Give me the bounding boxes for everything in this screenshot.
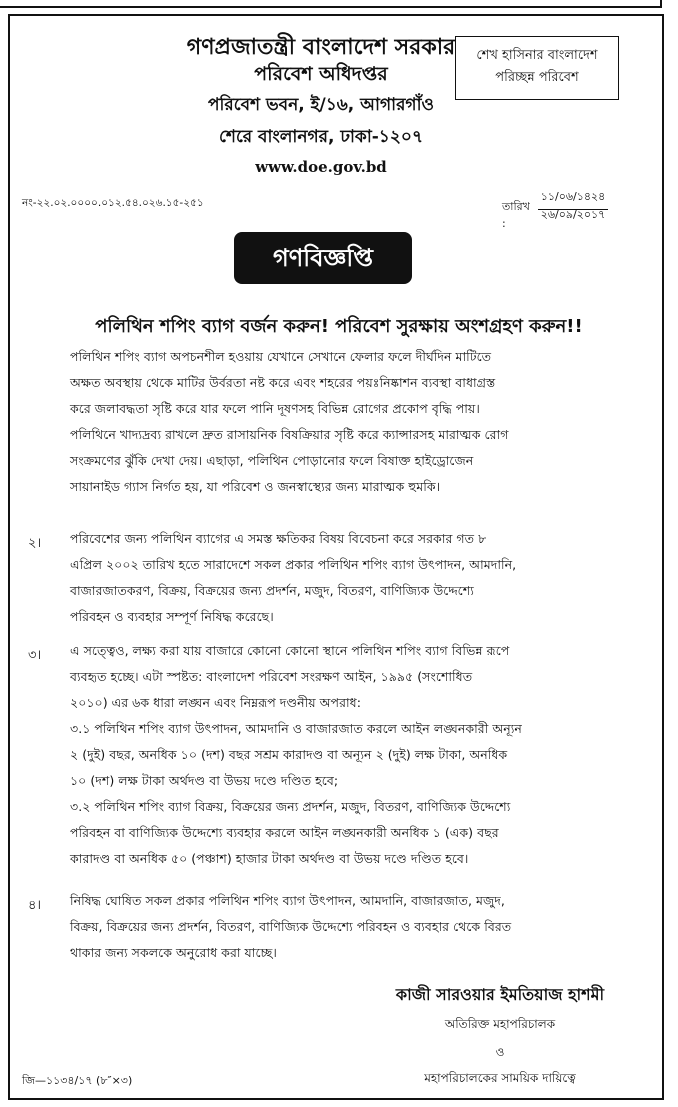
paragraph-line: নিষিদ্ধ ঘোষিত সকল প্রকার পলিথিন শপিং ব্যাগ উৎপাদন, আমদানি, বাজারজাত, মজুদ,	[70, 893, 505, 908]
date-english: ২৬/০৯/২০১৭	[540, 208, 606, 221]
paragraph-line: বিক্রয়, বিক্রয়ের জন্য প্রদর্শন, বিতরণ, বাণিজ্যিক উদ্দেশ্যে পরিবহন ও ব্যবহার থেকে বিরত	[70, 919, 512, 934]
paragraph-line: পরিবহন বা বাণিজ্যিক উদ্দেশ্যে ব্যবহার করলে আইন লঙ্ঘনকারী অনধিক ১ (এক) বছর	[70, 825, 499, 840]
paragraph-number: ৩।	[28, 648, 42, 663]
govt-name: গণপ্রজাতন্ত্রী বাংলাদেশ সরকার	[186, 35, 456, 60]
paragraph-number: ২।	[28, 536, 42, 551]
paragraph-line: পলিথিন শপিং ব্যাগ অপচনশীল হওয়ায় যেখানে সেখানে ফেলার ফলে দীর্ঘদিন মাটিতে	[70, 349, 492, 364]
signatory-title-1: অতিরিক্ত মহাপরিচালক	[444, 1017, 556, 1031]
paragraph-4	[70, 888, 630, 966]
paragraph-line: পরিবেশের জন্য পলিথিন ব্যাগের এ সমস্ত ক্ষতিকর বিষয় বিবেচনা করে সরকার গত ৮	[70, 531, 487, 546]
paragraph-3	[70, 638, 630, 872]
paragraph-line: সংক্রমণের ঝুঁকি দেখা দেয়। এছাড়া, পলিথিন পোড়ানোর ফলে বিষাক্ত হাইড্রোজেন	[70, 453, 474, 468]
paragraph-line: পরিবহন ও ব্যবহার সম্পূর্ণ নিষিদ্ধ করেছে।	[70, 609, 274, 624]
paragraph-line: থাকার জন্য সকলকে অনুরোধ করা যাচ্ছে।	[70, 945, 277, 960]
top-border	[0, 0, 662, 8]
website-link[interactable]: www.doe.gov.bd	[255, 158, 387, 176]
paragraph-line: ১০ (দশ) লক্ষ টাকা অর্থদণ্ড বা উভয় দণ্ডে দণ্ডিত হবে;	[70, 773, 339, 788]
paragraph-line: অক্ষত অবস্থায় থেকে মাটির উর্বরতা নষ্ট করে এবং শহরের পয়ঃনিষ্কাশন ব্যবস্থা বাধাগ্রস্ত	[70, 375, 496, 390]
date-label: তারিখ :	[502, 200, 530, 230]
paragraph-2	[70, 526, 630, 630]
address-line-2: শেরে বাংলানগর, ঢাকা-১২০৭	[219, 127, 423, 147]
paragraph-line: করে জলাবদ্ধতা সৃষ্টি করে যার ফলে পানি দূষণসহ বিভিন্ন রোগের প্রকোপ বৃদ্ধি পায়।	[70, 401, 480, 416]
signatory-title-3: মহাপরিচালকের সাময়িক দায়িত্বে	[424, 1071, 576, 1085]
reference-code: জি—১১৩৪/১৭ (৮″×৩)	[22, 1074, 133, 1087]
paragraph-line: ৩.১ পলিথিন শপিং ব্যাগ উৎপাদন, আমদানি ও বাজারজাত করলে আইন লঙ্ঘনকারী অন্যূন	[70, 721, 522, 736]
slogan-line-1: শেখ হাসিনার বাংলাদেশ	[476, 48, 598, 63]
paragraph-line: ২ (দুই) বছর, অনধিক ১০ (দশ) বছর সশ্রম কারাদণ্ড বা অন্যূন ২ (দুই) লক্ষ টাকা, অনধিক	[70, 747, 508, 762]
signatory-title-2: ও	[495, 1045, 505, 1059]
paragraph-line: এপ্রিল ২০০২ তারিখ হতে সারাদেশে সকল প্রকার পলিথিন শপিং ব্যাগ উৎপাদন, আমদানি,	[70, 557, 517, 572]
paragraph-line: ২০১০) এর ৬ক ধারা লঙ্ঘন এবং নিম্নরূপ দণ্ডনীয় অপরাধ:	[70, 695, 361, 710]
public-notice-banner: গণবিজ্ঞপ্তি	[234, 232, 412, 284]
paragraph-line: বাজারজাতকরণ, বিক্রয়, বিক্রয়ের জন্য প্রদর্শন, মজুদ, বিতরণ, বাণিজ্যিক উদ্দেশ্যে	[70, 583, 474, 598]
slogan-line-2: পরিচ্ছন্ন পরিবেশ	[495, 70, 579, 85]
paragraph-1	[70, 344, 630, 500]
notice-headline: পলিথিন শপিং ব্যাগ বর্জন করুন! পরিবেশ সুরক্ষায় অংশগ্রহণ করুন!!	[95, 316, 583, 337]
department-name: পরিবেশ অধিদপ্তর	[254, 63, 388, 85]
paragraph-line: ব্যবহৃত হচ্ছে। এটা স্পষ্টত: বাংলাদেশ পরিবেশ সংরক্ষণ আইন, ১৯৯৫ (সংশোধিত	[70, 669, 473, 684]
paragraph-line: কারাদণ্ড বা অনধিক ৫০ (পঞ্চাশ) হাজার টাকা অর্থদণ্ড বা উভয় দণ্ডে দণ্ডিত হবে।	[70, 851, 469, 866]
slogan-box	[455, 36, 619, 100]
paragraph-line: সায়ানাইড গ্যাস নির্গত হয়, যা পরিবেশ ও জনস্বাস্থ্যের জন্য মারাত্মক হুমকি।	[70, 479, 441, 494]
memo-number: নং-২২.০২.০০০০.০১২.৫৪.০২৬.১৫-২৫১	[22, 197, 204, 209]
date-bangla: ১১/০৬/১৪২৪	[538, 188, 608, 210]
paragraph-line: ৩.২ পলিথিন শপিং ব্যাগ বিক্রয়, বিক্রয়ের জন্য প্রদর্শন, মজুদ, বিতরণ, বাণিজ্যিক উদ্দেশ্যে	[70, 799, 511, 814]
paragraph-line: পলিথিনে খাদ্যদ্রব্য রাখলে দ্রুত রাসায়নিক বিষক্রিয়ার সৃষ্টি করে ক্যান্সারসহ মারাত্মক রোগ	[70, 427, 509, 442]
paragraph-line: এ সত্ত্বেও, লক্ষ্য করা যায় বাজারে কোনো কোনো স্থানে পলিথিন শপিং ব্যাগ বিভিন্ন রূপে	[70, 643, 510, 658]
signatory-name: কাজী সারওয়ার ইমতিয়াজ হাশমী	[395, 985, 605, 1004]
paragraph-number: ৪।	[28, 898, 42, 913]
address-line-1: পরিবেশ ভবন, ই/১৬, আগারগাঁও	[207, 95, 435, 115]
